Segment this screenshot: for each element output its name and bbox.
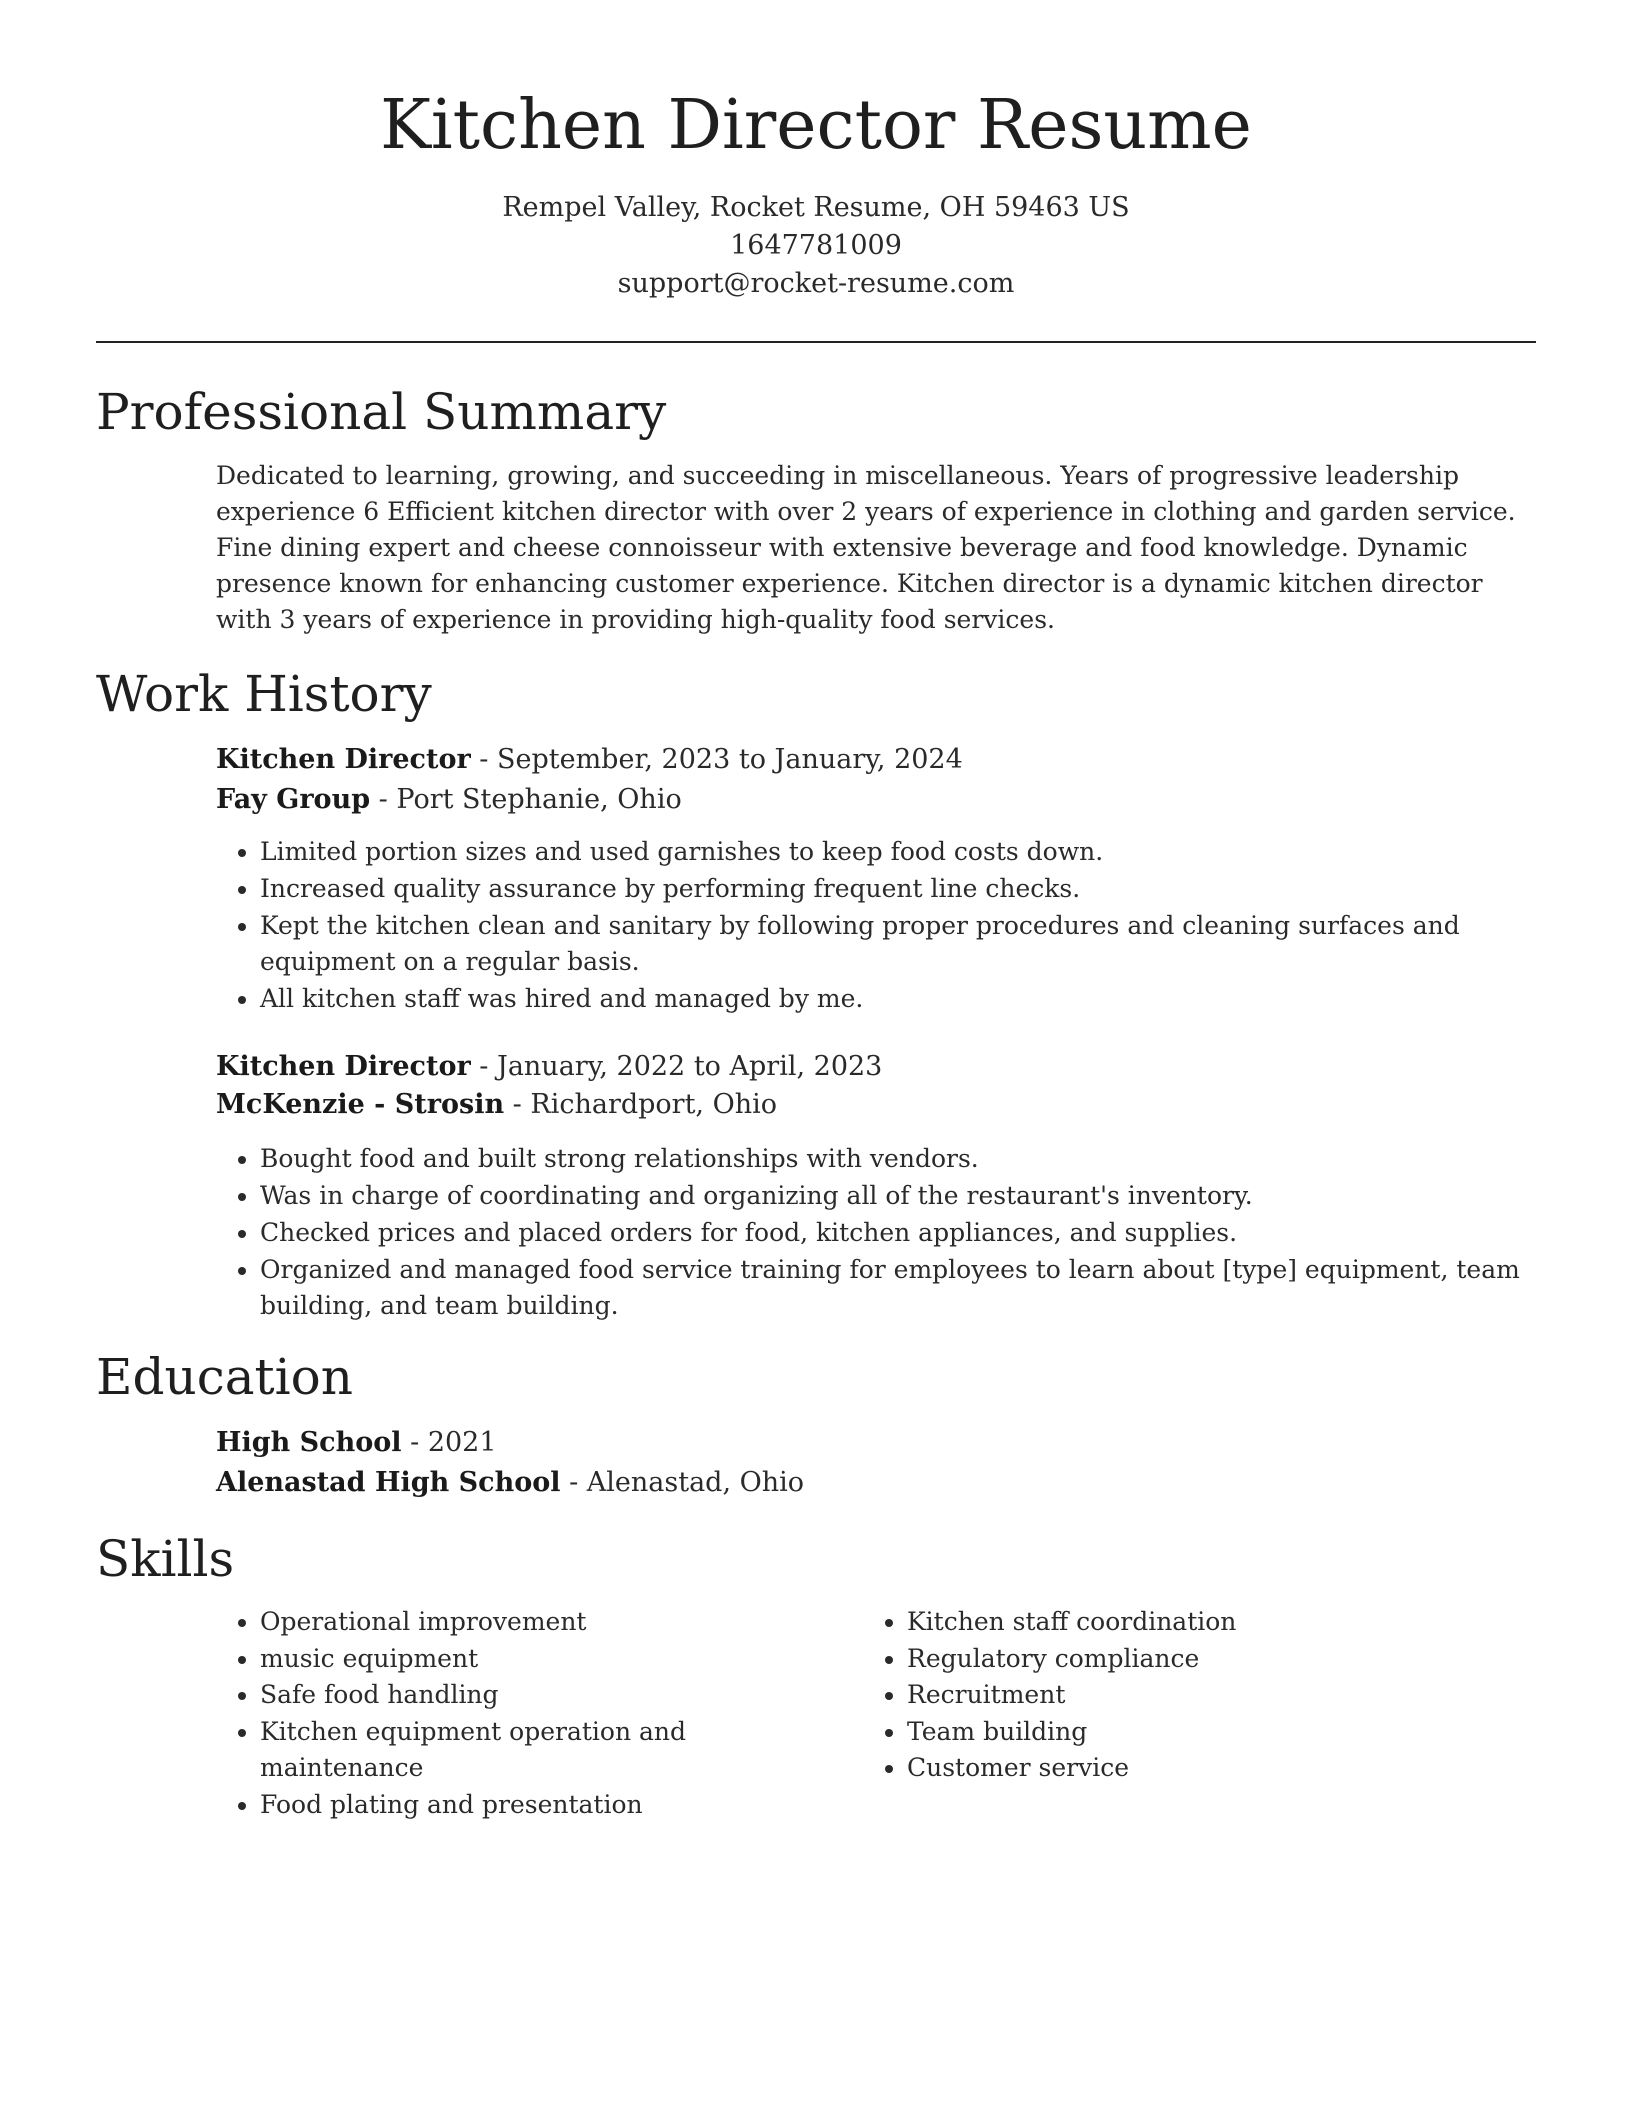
skills-list-left bbox=[216, 1604, 856, 1823]
job-company-line bbox=[216, 781, 1536, 819]
contact-email: support@rocket-resume.com bbox=[617, 268, 1015, 299]
job-title-line bbox=[216, 1048, 1536, 1086]
job-company: Fay Group bbox=[216, 784, 371, 815]
education-degree: High School bbox=[216, 1427, 402, 1458]
job-role: Kitchen Director bbox=[216, 744, 471, 775]
job-role: Kitchen Director bbox=[216, 1051, 471, 1082]
education-degree-line bbox=[216, 1424, 1536, 1462]
section-title-skills: Skills bbox=[96, 1530, 235, 1588]
job-company-line bbox=[216, 1086, 1536, 1124]
list-item: • All kitchen staff was hired and managed by me. bbox=[260, 981, 1536, 1017]
skill-item: • Kitchen staff coordination bbox=[907, 1604, 1503, 1641]
skill-item: • music equipment bbox=[260, 1641, 856, 1678]
list-item: • Kept the kitchen clean and sanitary by following proper procedures and cleaning surfaces and equipment on a regular basis. bbox=[260, 908, 1536, 980]
summary-text: Dedicated to learning, growing, and succeeding in miscellaneous. Years of progressive leadership experience 6 Efficient kitchen director with over 2 years of experience in clothing and garden service. Fine dining expert and cheese connoisseur with extensive beverage and food knowledge. Dynamic presence known for enhancing customer experience. Kitchen director is a dynamic kitchen director with 3 years of experience in providing high-quality food services. bbox=[216, 461, 1516, 634]
list-item: • Bought food and built strong relationships with vendors. bbox=[260, 1141, 1536, 1177]
education-school-line bbox=[216, 1464, 1536, 1502]
resume-title: Kitchen Director Resume bbox=[380, 86, 1252, 165]
contact-address: Rempel Valley, Rocket Resume, OH 59463 US bbox=[502, 192, 1130, 223]
section-title-work-history: Work History bbox=[96, 665, 432, 723]
skills-list-right bbox=[863, 1604, 1503, 1787]
list-item: • Checked prices and placed orders for food, kitchen appliances, and supplies. bbox=[260, 1215, 1536, 1251]
skill-item: • Customer service bbox=[907, 1750, 1503, 1787]
skill-item: • Recruitment bbox=[907, 1677, 1503, 1714]
education-school: Alenastad High School bbox=[216, 1467, 561, 1498]
education-year: - 2021 bbox=[401, 1427, 497, 1458]
job-location: - Port Stephanie, Ohio bbox=[370, 784, 682, 815]
list-item: • Increased quality assurance by performing frequent line checks. bbox=[260, 871, 1536, 907]
job-title-line bbox=[216, 741, 1536, 779]
skill-item: • Team building bbox=[907, 1714, 1503, 1751]
education-location: - Alenastad, Ohio bbox=[560, 1467, 805, 1498]
job-bullets bbox=[216, 834, 1536, 1017]
skill-item: • Safe food handling bbox=[260, 1677, 856, 1714]
job-location: - Richardport, Ohio bbox=[504, 1089, 778, 1120]
job-company: McKenzie - Strosin bbox=[216, 1089, 505, 1120]
skill-item: • Kitchen equipment operation and maintenance bbox=[260, 1714, 856, 1787]
skill-item: • Operational improvement bbox=[260, 1604, 856, 1641]
section-title-education: Education bbox=[96, 1348, 353, 1406]
skill-item: • Food plating and presentation bbox=[260, 1787, 856, 1824]
list-item: • Organized and managed food service training for employees to learn about [type] equipment, team building, and team building. bbox=[260, 1252, 1536, 1324]
list-item: • Was in charge of coordinating and organizing all of the restaurant's inventory. bbox=[260, 1178, 1536, 1214]
list-item: • Limited portion sizes and used garnishes to keep food costs down. bbox=[260, 834, 1536, 870]
job-dates: - September, 2023 to January, 2024 bbox=[470, 744, 963, 775]
job-bullets bbox=[216, 1141, 1536, 1324]
job-dates: - January, 2022 to April, 2023 bbox=[470, 1051, 883, 1082]
section-title-summary: Professional Summary bbox=[96, 383, 667, 441]
header-divider bbox=[96, 341, 1536, 343]
skill-item: • Regulatory compliance bbox=[907, 1641, 1503, 1678]
contact-phone: 1647781009 bbox=[730, 230, 902, 261]
